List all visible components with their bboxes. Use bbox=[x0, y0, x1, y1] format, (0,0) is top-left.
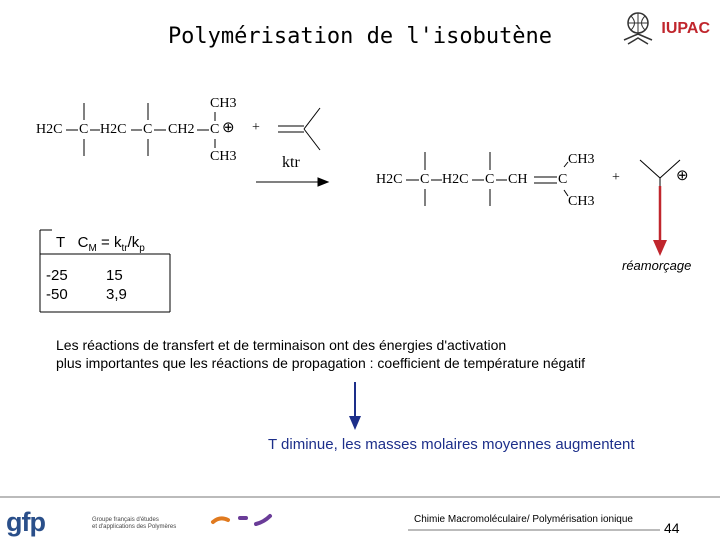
left-oplus: ⊕ bbox=[222, 120, 235, 136]
page-number: 44 bbox=[664, 520, 680, 536]
left-ch2: CH2 bbox=[168, 122, 195, 137]
paragraph-line-1: Les réactions de transfert et de terminaison ont des énergies d'activation bbox=[56, 337, 507, 353]
left-ch3-bottom: CH3 bbox=[210, 149, 237, 164]
left-h2c-2: H2C bbox=[100, 122, 127, 137]
row-2-t: -50 bbox=[46, 286, 68, 303]
slide-title: Polymérisation de l'isobutène bbox=[167, 24, 553, 49]
row-1-t: -25 bbox=[46, 267, 68, 284]
gfp-logo: gfp bbox=[6, 507, 45, 537]
left-c-2: C bbox=[143, 122, 153, 137]
explanation-paragraph bbox=[56, 336, 696, 372]
conclusion-arrow-icon bbox=[340, 378, 370, 432]
left-ch3-top: CH3 bbox=[210, 96, 237, 111]
header-t: T bbox=[56, 234, 66, 251]
conclusion-text: T diminue, les masses molaires moyennes augmentent bbox=[268, 436, 635, 453]
right-ch3-top: CH3 bbox=[568, 152, 595, 167]
table-borders bbox=[0, 0, 200, 320]
row-2-cm: 3,9 bbox=[106, 286, 127, 303]
right-c-2: C bbox=[485, 172, 495, 187]
left-c-cation: C bbox=[210, 122, 220, 137]
right-ch: CH bbox=[508, 172, 528, 187]
table-header: T $C_M = k_{tr}/k_p$ bbox=[56, 234, 145, 254]
arrow-label-ktr: ktr bbox=[282, 154, 300, 171]
iupac-logo-text: IUPAC bbox=[661, 20, 710, 37]
right-c-end: C bbox=[558, 172, 568, 187]
gfp-subtitle bbox=[92, 517, 176, 531]
right-h2c-2: H2C bbox=[442, 172, 469, 187]
right-ch3-bottom: CH3 bbox=[568, 194, 595, 209]
footer-course: Chimie Macromoléculaire/ Polymérisation ionique bbox=[414, 514, 633, 525]
gfp-subtitle-line-1: Groupe français d'études bbox=[92, 517, 159, 523]
right-oplus: ⊕ bbox=[676, 168, 689, 184]
right-h2c-1: H2C bbox=[376, 172, 403, 187]
reinitiation-label: réamorçage bbox=[622, 258, 692, 273]
decorative-dashes-icon bbox=[210, 512, 274, 532]
left-h2c-1: H2C bbox=[36, 122, 63, 137]
paragraph-line-2: plus importantes que les réactions de propagation : coefficient de température négatif bbox=[56, 355, 585, 371]
left-c-1: C bbox=[79, 122, 89, 137]
left-plus: + bbox=[252, 120, 260, 135]
right-plus: + bbox=[612, 170, 620, 185]
gfp-subtitle-line-2: et d'applications des Polymères bbox=[92, 524, 177, 530]
row-1-cm: 15 bbox=[106, 267, 123, 284]
right-c-1: C bbox=[420, 172, 430, 187]
